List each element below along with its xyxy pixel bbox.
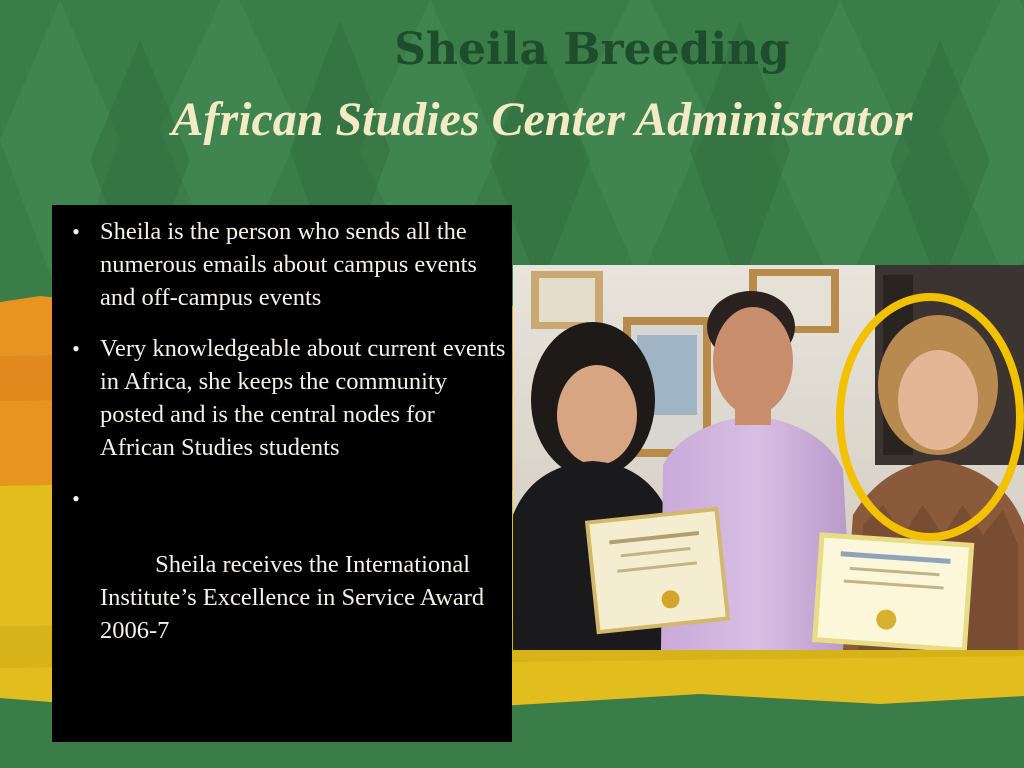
slide-title: Sheila Breeding bbox=[394, 24, 790, 75]
bullet-text: Very knowledgeable about current events in Africa, she keeps the community posted and is the central nodes for African Studies students bbox=[100, 335, 506, 461]
bullet-item bbox=[66, 482, 506, 680]
certificate-right bbox=[815, 535, 972, 650]
bullet-list bbox=[66, 215, 506, 698]
award-photo bbox=[513, 265, 1024, 650]
bullet-icon: • bbox=[72, 219, 80, 244]
slide-subtitle: African Studies Center Administrator bbox=[171, 93, 913, 146]
bullet-icon: • bbox=[72, 336, 80, 361]
person-center-face bbox=[713, 307, 793, 415]
bullet-item bbox=[66, 332, 506, 464]
bullet-icon: • bbox=[72, 486, 80, 511]
bullet-text: Sheila is the person who sends all the numerous emails about campus events and off-campus events bbox=[100, 218, 477, 311]
certificate-left bbox=[587, 509, 728, 632]
bullet-item bbox=[66, 215, 506, 314]
bullet-text: Sheila receives the International Institute’s Excellence in Service Award 2006-7 bbox=[100, 551, 491, 644]
bullet-text-box bbox=[52, 205, 512, 742]
